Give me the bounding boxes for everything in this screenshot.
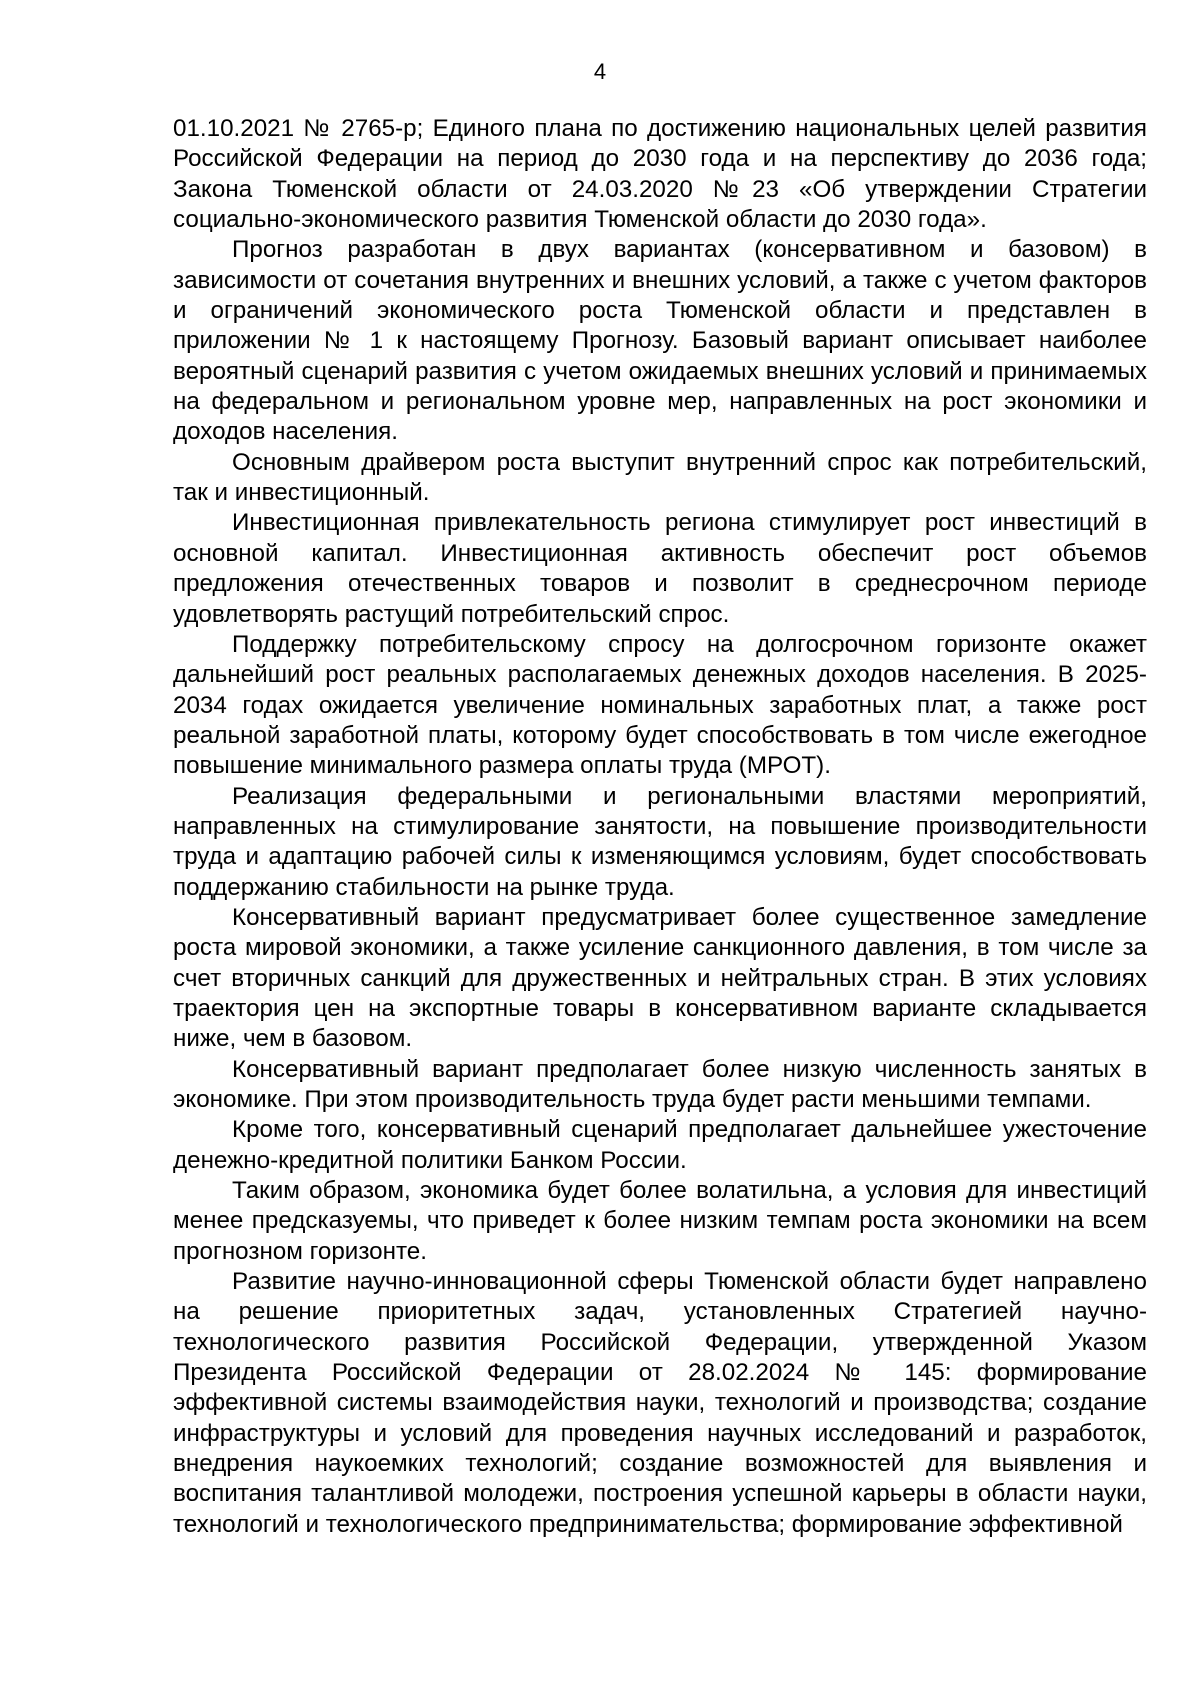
paragraph-conservative-employment: Консервативный вариант предполагает более низкую численность занятых в экономике. При этом производительность труда будет расти меньшими темпами.: [173, 1055, 1147, 1113]
paragraph-consumer-demand: Поддержку потребительскому спросу на долгосрочном горизонте окажет дальнейший рост реальных располагаемых денежных доходов населения. В 2025-2034 годах ожидается увеличение номинальных заработных плат, а также рост реальной заработной платы, которому будет способствовать в том числе ежегодное повышение минимального размера оплаты труда (МРОТ).: [173, 630, 1147, 780]
paragraph-forecast-variants: Прогноз разработан в двух вариантах (консервативном и базовом) в зависимости от сочетания внутренних и внешних условий, а также с учетом факторов и ограничений экономического роста Тюменской области и представлен в приложении № 1 к настоящему Прогнозу. Базовый вариант описывает наиболее вероятный сценарий развития с учетом ожидаемых внешних условий и принимаемых на федеральном и региональном уровне мер, направленных на рост экономики и доходов населения.: [173, 236, 1147, 446]
paragraph-monetary-policy: Кроме того, консервативный сценарий предполагает дальнейшее ужесточение денежно-кредитной политики Банком России.: [173, 1116, 1147, 1174]
paragraph-growth-driver: Основным драйвером роста выступит внутренний спрос как потребительский, так и инвестиционный.: [173, 448, 1147, 507]
paragraph-investment-attractiveness: Инвестиционная привлекательность региона стимулирует рост инвестиций в основной капитал. Инвестиционная активность обеспечит рост объемов предложения отечественных товаров и позволит в среднесрочном периоде удовлетворять растущий потребительский спрос.: [173, 509, 1147, 628]
paragraph-science-innovation: Развитие научно-инновационной сферы Тюменской области будет направлено на решение приоритетных задач, установленных Стратегией научно-технологического развития Российской Федерации, утвержденной Указом Президента Российской Федерации от 28.02.2024 № 145: формирование эффективной системы взаимодействия науки, технологий и производства; создание инфраструктуры и условий для проведения научных исследований и разработок, внедрения наукоемких технологий; создание возможностей для выявления и воспитания талантливой молодежи, построения успешной карьеры в области науки, технологий и технологического предпринимательства; формирование эффективной: [173, 1268, 1147, 1538]
paragraph-volatility: Таким образом, экономика будет более волатильна, а условия для инвестиций менее предсказуемы, что приведет к более низким темпам роста экономики на всем прогнозном горизонте.: [173, 1177, 1147, 1265]
paragraph-labor-market: Реализация федеральными и региональными властями мероприятий, направленных на стимулирование занятости, на повышение производительности труда и адаптацию рабочей силы к изменяющимся условиям, будет способствовать поддержанию стабильности на рынке труда.: [173, 782, 1147, 901]
paragraph-continuation: 01.10.2021 № 2765-р; Единого плана по достижению национальных целей развития Российской Федерации на период до 2030 года и на перспективу до 2036 года; Закона Тюменской области от 24.03.2020 №23 «Об утверждении Стратегии социально-экономического развития Тюменской области до 2030 года».: [173, 115, 1147, 234]
paragraph-conservative-variant: Консервативный вариант предусматривает более существенное замедление роста мировой экономики, а также усиление санкционного давления, в том числе за счет вторичных санкций для дружественных и нейтральных стран. В этих условиях траектория цен на экспортные товары в консервативном варианте складывается ниже, чем в базовом.: [173, 903, 1147, 1053]
page-number: 4: [593, 59, 607, 84]
document-body: [173, 114, 1147, 1540]
